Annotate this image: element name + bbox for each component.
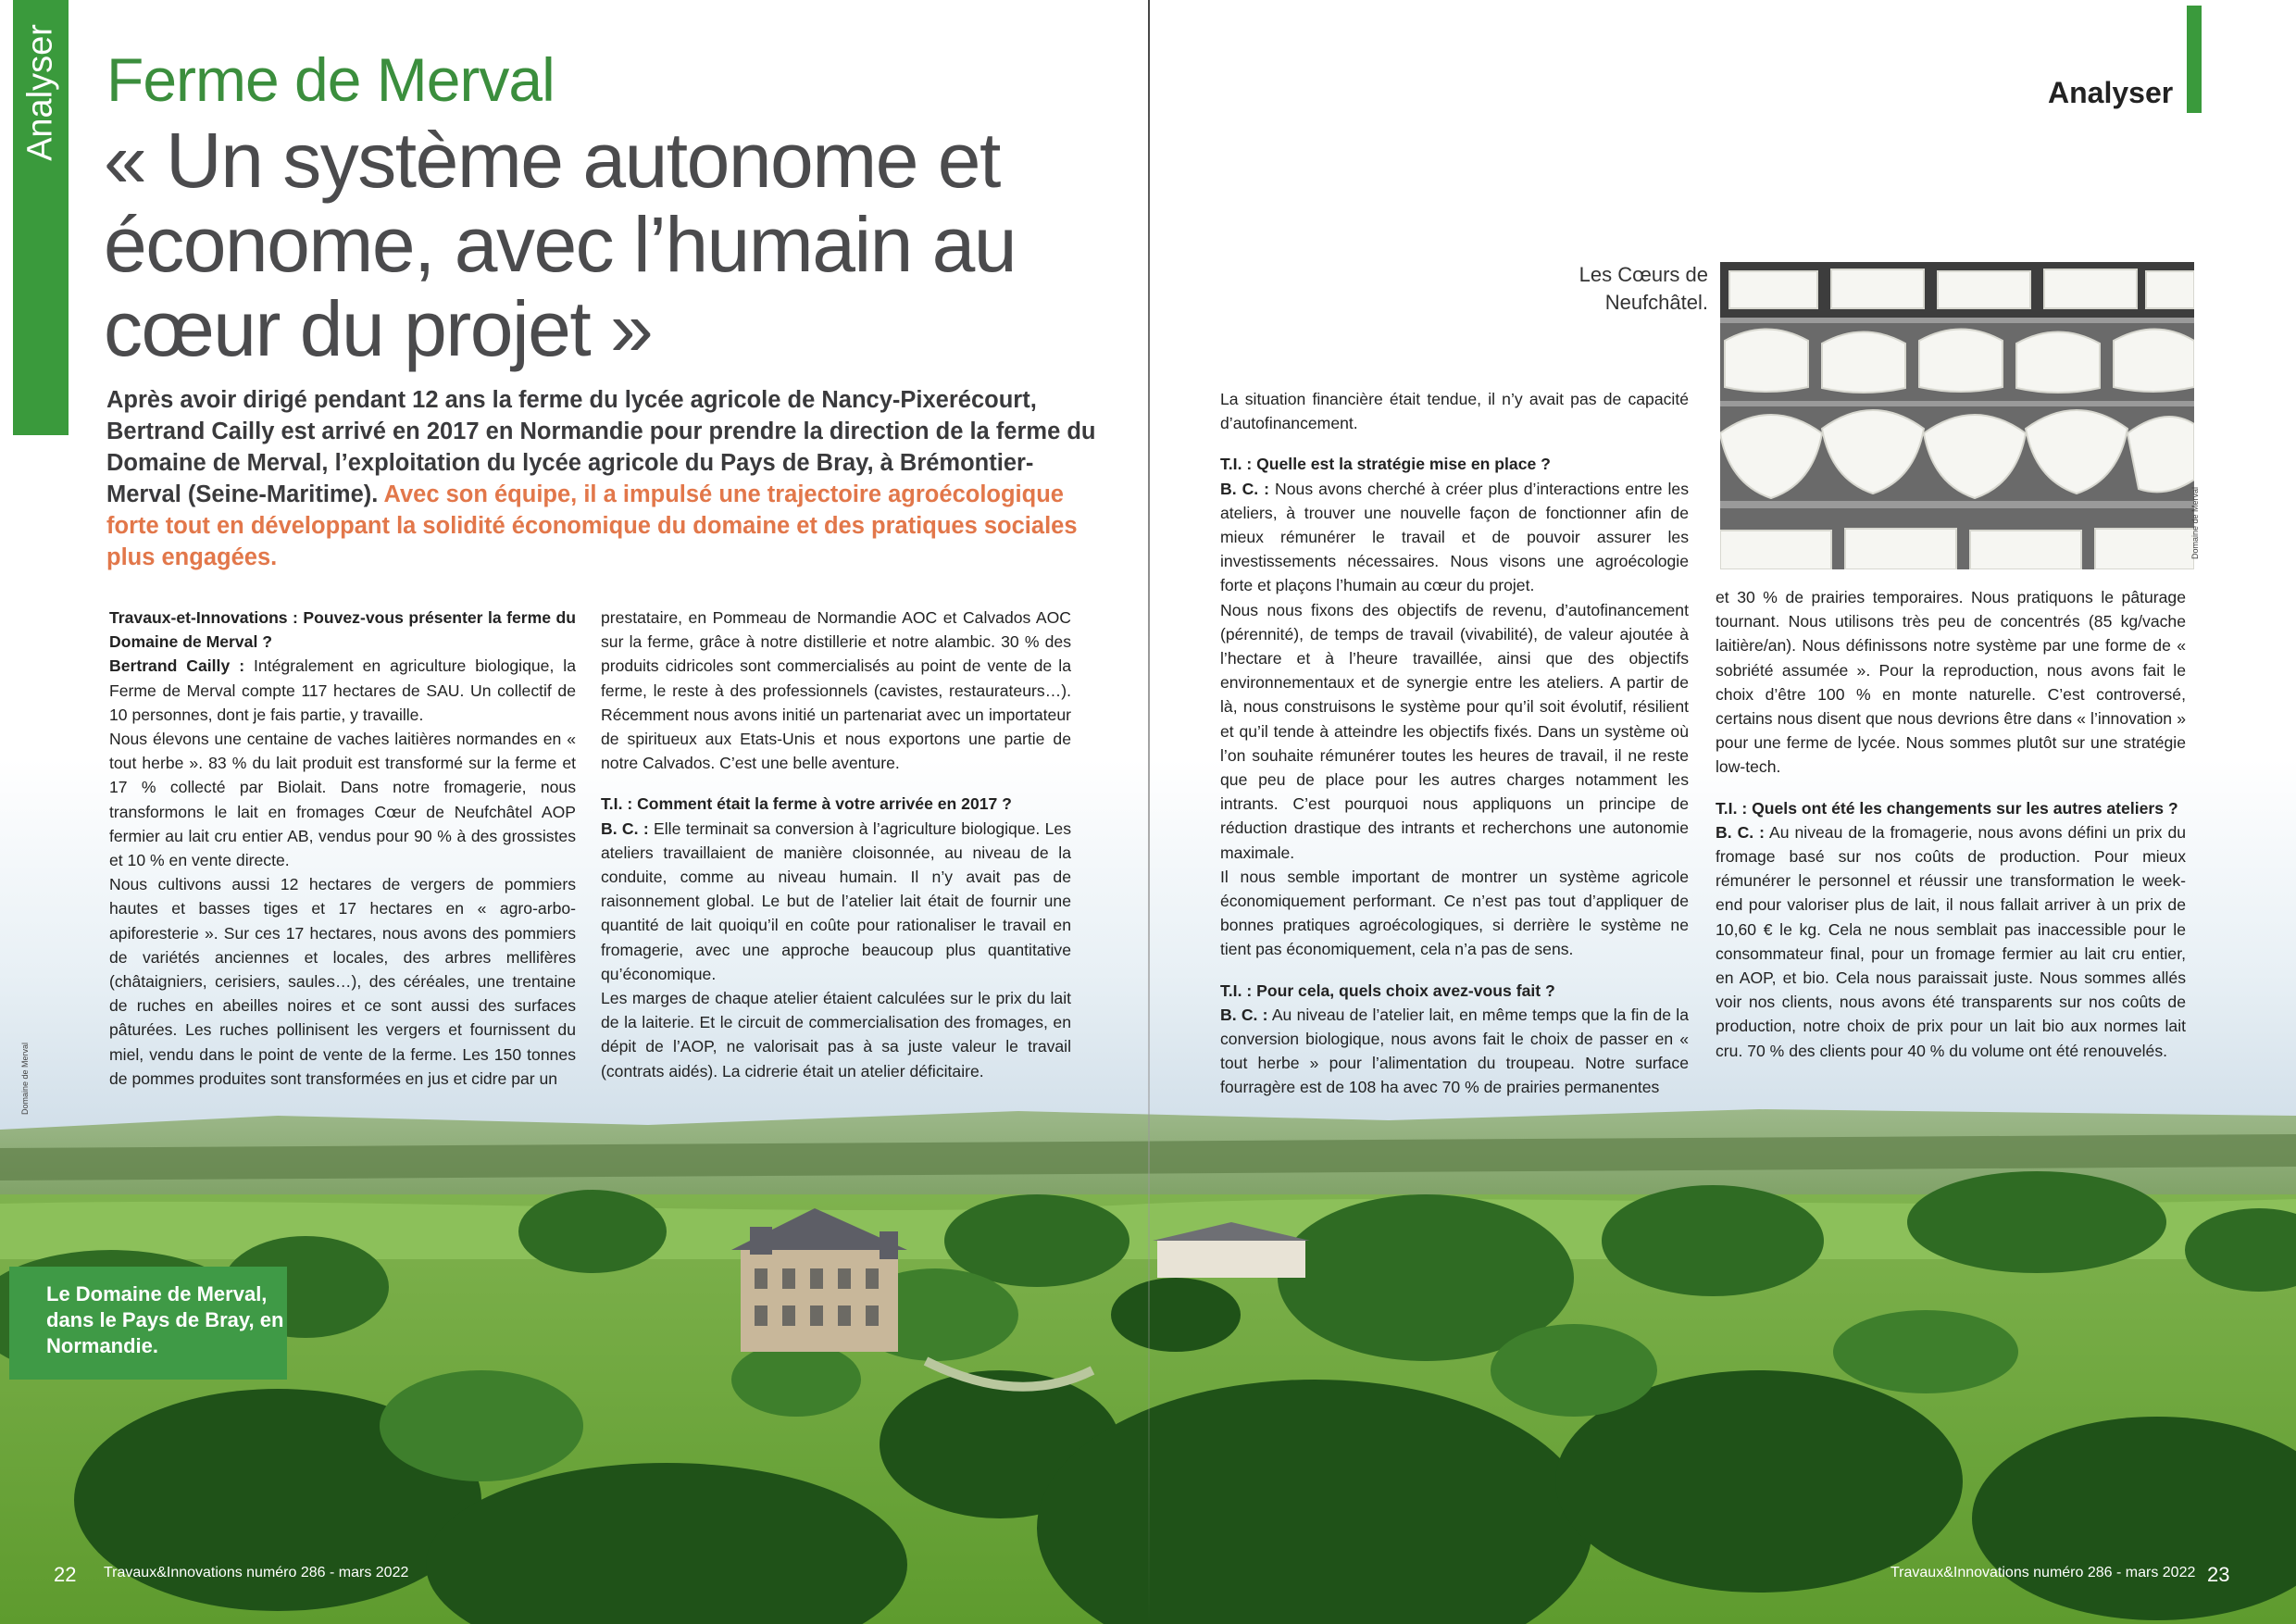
page-number: 22 [54,1563,77,1586]
answer-5 [1716,820,2186,1063]
question-4: T.I. : Pour cela, quels choix avez-vous fait ? [1220,981,1555,1000]
paragraph: La situation financière était tendue, il n’y avait pas de capacité d’autofinancement. [1220,390,1689,433]
folio-right: Travaux&Innovations numéro 286 - mars 2022 [1890,1565,2196,1580]
article-column-3 [1220,387,1689,1100]
paragraph: Il nous semble important de montrer un système agricole économiquement performant. Ce n’est pas tout d’appliquer de bonnes pratiques agroécologiques, si derrière le système ne tient pas économiquement, cela n’a pas de sens. [1220,867,1689,959]
page-number-right: 23 [2207,1563,2230,1586]
article-column-2 [601,606,1071,1083]
caption-text: Le Domaine de Merval, dans le Pays de Bray, en Normandie. [46,1282,284,1357]
section-tab-right [2187,6,2202,113]
question-3: T.I. : Quelle est la stratégie mise en place ? [1220,455,1551,474]
speaker-label: Bertrand Cailly : [109,656,245,676]
answer-4 [1220,1003,1689,1100]
cheese-photo-credit: Domaine de Merval [2190,486,2201,560]
answer-text: Au niveau de l’atelier lait, en même temps que la fin de la conversion biologique, nous avons fait le choix de passer en « tout herbe » pour l’alimentation du troupeau. Notre surface fourragère est de 108 ha avec 70 % de prairies permanentes [1220,1005,1689,1097]
article-column-4 [1716,585,2186,1063]
answer-text: Elle terminait sa conversion à l’agriculture biologique. Les ateliers travaillaient de manière cloisonnée, au niveau de la conduite, comme au niveau humain. Il n’y avait pas de raisonnement global. Le but de l’atelier lait était de fournir une quantité de lait quoiqu’il en coûte pour rationaliser le travail en fromagerie, avec une approche beaucoup plus quantitative qu’économique. [601,818,1071,983]
answer-2 [601,817,1071,986]
question-1: Travaux-et-Innovations : Pouvez-vous présenter la ferme du Domaine de Merval ? [109,608,576,652]
answer-text: Intégralement en agriculture biologique, la Ferme de Merval compte 117 hectares de SAU. Un collectif de 10 personnes, dont je fais partie, y travaille. [109,656,576,724]
lead-text: Après avoir dirigé pendant 12 ans la ferme du lycée agricole de Nancy-Pixerécourt, Bertrand Cailly est arrivé en 2017 en Normandie pour prendre la direction de la ferme du Domaine de Merval, l’exploitation du lycée agricole du Pays de Bray, à Brémontier-Merval (Seine-Maritime). [106,387,1096,507]
photo-credit: Domaine de Merval [20,1042,31,1116]
section-label: Analyser [2048,76,2174,109]
article-lead [106,384,1106,573]
answer-3 [1220,477,1689,598]
section-tab-label: Analyser [20,24,60,161]
page-fold [1148,0,1150,1624]
paragraph: Nous cultivons aussi 12 hectares de vergers de pommiers hautes et basses tiges et 17 hectares en « agro-arbo-apiforesterie ». Sur ces 17 hectares, nous avons des pommiers de variétés anciennes et locales, des arbres mellifères (châtaigniers, cerisiers, saules…), des céréales, une trentaine de ruches en abeilles noires et ce sont aussi des surfaces pâturées. Les ruches pollinisent les vergers et fournissent du miel, vendu dans le point de vente de la ferme. Les 150 tonnes de pommes produites sont transformées en jus et cidre par un [109,875,576,1088]
paragraph: Nous élevons une centaine de vaches laitières normandes en « tout herbe ». 83 % du lait produit est transformé sur la ferme et 17 % collecté par Biolait. Dans notre fromagerie, nous transformons le lait en fromages Cœur de Neufchâtel AOP fermier au lait cru entier AB, vendus pour 90 % à des grossistes et 10 % en vente directe. [109,730,576,870]
article-headline: « Un système autonome et économe, avec l’humain au cœur du projet » [104,117,1017,372]
paragraph: Les marges de chaque atelier étaient calculées sur le prix du lait de la laiterie. Et le circuit de commercialisation des fromages, en dépit de l’AOP, ne valorisait pas à sa juste valeur le travail (contrats aidés). La cidrerie était un atelier déficitaire. [601,989,1071,1081]
article-kicker: Ferme de Merval [106,45,555,114]
lead-highlight: Avec son équipe, il a impulsé une trajectoire agroécologique forte tout en développant la solidité économique du domaine et des pratiques sociales plus engagées. [106,481,1078,570]
folio: Travaux&Innovations numéro 286 - mars 2022 [104,1565,409,1580]
speaker-label: B. C. : [1716,822,1765,842]
paragraph: prestataire, en Pommeau de Normandie AOC et Calvados AOC sur la ferme, grâce à notre distillerie et notre alambic. 30 % des produits cidricoles sont commercialisés au point de vente de la ferme, le reste à des professionnels (cavistes, restaurateurs…). Récemment nous avons initié un partenariat avec un importateur de spiritueux aux Etats-Unis et nous exportons une partie de notre Calvados. C’est une belle aventure. [601,608,1071,773]
cheese-photo-caption: Les Cœurs de Neufchâtel. [1578,263,1708,314]
section-tab [13,0,69,435]
paragraph: et 30 % de prairies temporaires. Nous pratiquons le pâturage tournant. Nous utilisons très peu de concentrés (85 kg/vache laitière/an). Nous définissons notre système par une forme de « sobriété assumée ». Pour la reproduction, nous avons fait le choix d’être 100 % en monte naturelle. C’est controversé, certains nous disent que nous devrions être dans « l’innovation » pour une ferme de lycée. Nous sommes plutôt sur une stratégie low-tech. [1716,588,2186,777]
speaker-label: B. C. : [601,818,649,838]
answer-1 [109,654,576,727]
article-column-1 [109,606,576,1091]
question-5: T.I. : Quels ont été les changements sur les autres ateliers ? [1716,798,2178,818]
photo-caption [9,1267,287,1380]
answer-text: Nous avons cherché à créer plus d’interactions entre les ateliers, à trouver une nouvelle façon de fonctionner afin de mieux rémunérer le travail et de pouvoir assurer les investissements nécessaires. Nous visons une agroécologie forte et plaçons l’humain au cœur du projet. [1220,479,1690,595]
answer-text: Au niveau de la fromagerie, nous avons défini un prix du fromage basé sur nos coûts de production. Pour mieux rémunérer le personnel et réussir une transformation le week-end pour valoriser plus de lait, il nous fallait arriver à un prix de 10,60 € le kg. Cela ne nous semblait pas inaccessible pour le consommateur final, pour un fromage fermier au lait cru entier, en AOP, et bio. Cela nous paraissait juste. Nous sommes allés voir nos clients, nous avons été transparents sur nos coûts de production, notre choix de prix pour un lait bio aux normes lait cru. 70 % des clients pour 40 % du volume ont été renouvelés. [1716,822,2187,1060]
paragraph: Nous nous fixons des objectifs de revenu, d’autofinancement (pérennité), de temps de travail (vivabilité), de valeur ajoutée à l’hectare et à l’heure travaillée, ainsi que des objectifs environnementaux et de synergie entre les ateliers. A partir de là, nous construisons le système pour qu’il soit évolutif, résilient et qu’il tende à atteindre les objectifs fixés. Dans un système où l’on souhaite rémunérer toutes les heures de travail, il ne reste que peu de place pour les autres charges notamment les intrants. C’est pourquoi nous appliquons un principe de réduction drastique des intrants et recherchons une autonomie maximale. [1220,600,1689,862]
cheese-photo [1720,262,2194,569]
speaker-label: B. C. : [1220,1005,1268,1024]
question-2: T.I. : Comment était la ferme à votre arrivée en 2017 ? [601,794,1012,814]
speaker-label: B. C. : [1220,479,1270,498]
